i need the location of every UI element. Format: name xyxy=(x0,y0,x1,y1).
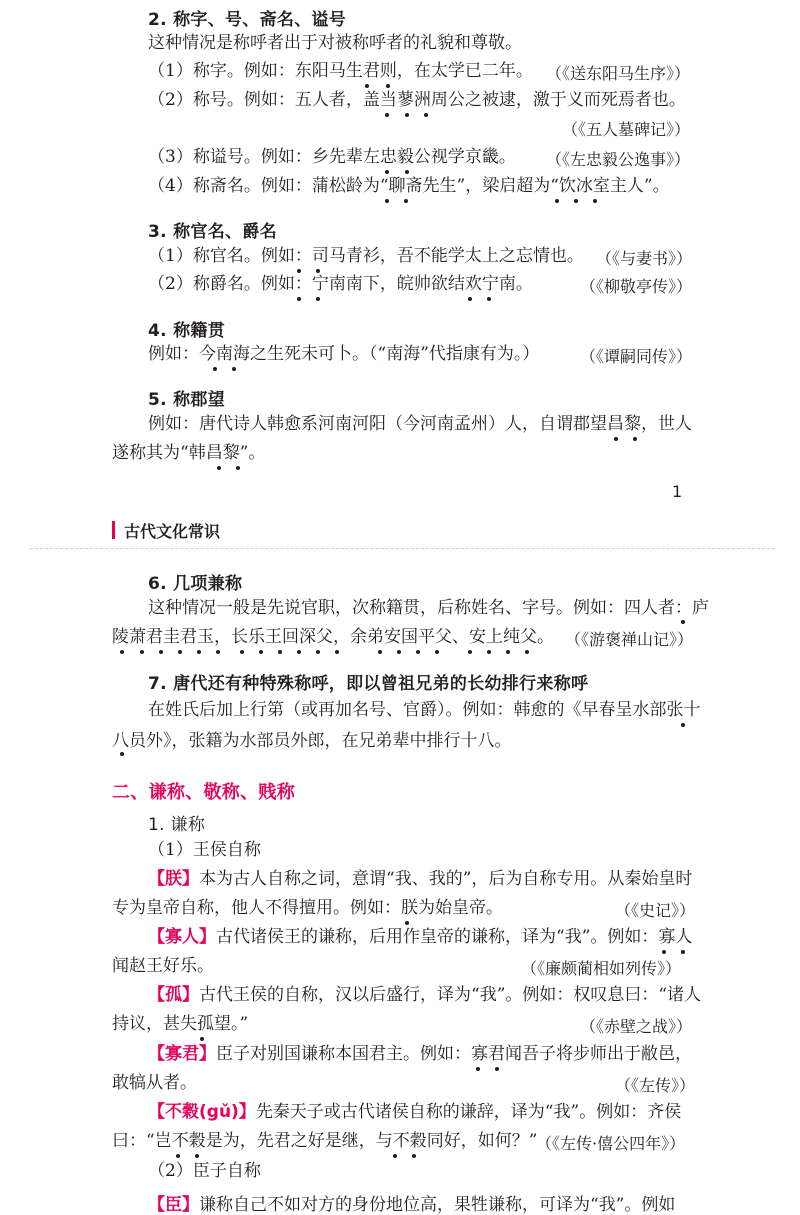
emphasis-dot xyxy=(259,650,263,654)
example-line: （4）称斋名。例如：蒲松龄为“聊斋先生”，梁启超为“饮冰室主人”。 xyxy=(148,176,670,196)
body-line: 陵萧君圭君玉，长乐王回深父，余弟安国平父、安上纯父。 xyxy=(112,627,554,647)
source-citation: （《送东阳马生序》） xyxy=(546,64,691,83)
subheading-line: （2）臣子自称 xyxy=(148,1161,261,1181)
emphasis-dot xyxy=(476,1067,480,1071)
example-line: 例如：今南海之生死未可卜。（“南海”代指康有为。） xyxy=(148,344,540,364)
emphasis-dot xyxy=(176,1154,180,1158)
page-number: 1 xyxy=(672,482,683,501)
example-line: 遂称其为“韩昌黎”。 xyxy=(112,443,266,463)
heading-3: 3. 称官名、爵名 xyxy=(148,222,277,242)
entry-line: 曰：“岂不穀是为，先君之好是继，与不穀同好，如何？” xyxy=(112,1131,538,1151)
heading-7: 7. 唐代还有种特殊称呼，即以曾祖兄弟的长幼排行来称呼 xyxy=(148,674,589,694)
emphasis-dot xyxy=(385,199,389,203)
term-label: 【寡君】 xyxy=(148,1044,216,1064)
emphasis-dot xyxy=(385,113,389,117)
emphasis-dot xyxy=(217,466,221,470)
heading-4: 4. 称籍贯 xyxy=(148,321,226,341)
emphasis-dot xyxy=(405,921,409,925)
example-line: （2）称爵名。例如：宁南南下，皖帅欲结欢宁南。 xyxy=(148,274,533,294)
source-citation: （《游褒禅山记》） xyxy=(565,630,694,649)
emphasis-dot xyxy=(662,950,666,954)
entry-zhen xyxy=(148,868,692,890)
emphasis-dot xyxy=(120,650,124,654)
source-citation: （《廉颇蔺相如列传》） xyxy=(521,959,682,978)
entry-text: 古代王侯的自称，汉以后盛行，译为“我”。例如：权叹息曰：“诸人 xyxy=(199,985,702,1005)
term-label: 【不穀(gǔ)】 xyxy=(148,1102,256,1122)
source-citation: （《与妻书》） xyxy=(596,249,693,268)
emphasis-dot xyxy=(525,650,529,654)
example-line: （1）称字。例如：东阳马生君则，在太学已二年。 xyxy=(148,61,533,81)
emphasis-dot xyxy=(412,1154,416,1158)
emphasis-dot xyxy=(681,620,685,624)
entry-text: 谦称自己不如对方的身份地位高，果牲谦称，可译为“我”。例如 xyxy=(199,1195,676,1215)
emphasis-dot xyxy=(405,170,409,174)
source-citation: （《五人墓碑记》） xyxy=(562,120,691,139)
emphasis-dot xyxy=(159,650,163,654)
emphasis-dot xyxy=(424,113,428,117)
entry-text: 本为古人自称之词，意谓“我、我的”，后为自称专用。从秦始皇时 xyxy=(199,869,693,889)
source-citation: （《左传·僖公四年》） xyxy=(536,1134,686,1153)
emphasis-dot xyxy=(397,650,401,654)
emphasis-dot xyxy=(195,1154,199,1158)
emphasis-dot xyxy=(232,367,236,371)
entry-chen-partial xyxy=(148,1190,675,1215)
emphasis-dot xyxy=(555,199,559,203)
emphasis-dot xyxy=(574,199,578,203)
section-title: 古代文化常识 xyxy=(124,522,221,541)
emphasis-dot xyxy=(468,650,472,654)
emphasis-dot xyxy=(297,650,301,654)
emphasis-dot xyxy=(506,650,510,654)
emphasis-dot xyxy=(495,1067,499,1071)
term-label: 【孤】 xyxy=(148,985,199,1005)
emphasis-dot xyxy=(681,723,685,727)
body-line: 在姓氏后加上行第（或再加名号、官爵）。例如：韩愈的《早春呈水部张十 xyxy=(148,700,701,720)
entry-text: 先秦天子或古代诸侯自称的谦辞，译为“我”。例如：齐侯 xyxy=(255,1102,682,1122)
source-citation: （《左传》） xyxy=(615,1076,696,1095)
emphasis-dot xyxy=(216,650,220,654)
part-heading: 二、谦称、敬称、贱称 xyxy=(112,782,295,803)
source-citation: （《柳敬亭传》） xyxy=(580,277,693,296)
emphasis-dot xyxy=(404,199,408,203)
emphasis-dot xyxy=(633,437,637,441)
source-citation: （《赤壁之战》） xyxy=(580,1017,693,1036)
emphasis-dot xyxy=(240,650,244,654)
emphasis-dot xyxy=(213,367,217,371)
emphasis-dot xyxy=(614,437,618,441)
example-line: 例如：唐代诗人韩愈系河南河阳（今河南孟州）人，自谓郡望昌黎，世人 xyxy=(148,414,692,434)
source-citation: （《左忠毅公逸事》） xyxy=(546,150,691,169)
heading-2: 2. 称字、号、斋名、谥号 xyxy=(148,10,347,30)
emphasis-dot xyxy=(297,297,301,301)
entry-guajun xyxy=(148,1043,692,1065)
source-citation: （《史记》） xyxy=(615,901,696,920)
entry-text: 古代诸侯王的谦称，后用作皇帝的谦称，译为“我”。例如：寡人 xyxy=(216,927,693,947)
emphasis-dot xyxy=(316,650,320,654)
subheading-humble: 1. 谦称 xyxy=(148,815,206,835)
entry-line: 专为皇帝自称，他人不得擅用。例如：朕为始皇帝。 xyxy=(112,898,503,918)
emphasis-dot xyxy=(365,84,369,88)
intro-text: 这种情况是称呼者出于对被称呼者的礼貌和尊敬。 xyxy=(148,33,522,53)
heading-5: 5. 称郡望 xyxy=(148,390,226,410)
section-marker xyxy=(112,521,115,539)
subheading-line: （1）王侯自称 xyxy=(148,840,261,860)
entry-line: 敢犒从者。 xyxy=(112,1073,197,1093)
entry-text: 臣子对别国谦称本国君主。例如：寡君闻吾子将步师出于敝邑， xyxy=(216,1044,692,1064)
divider xyxy=(30,548,775,549)
emphasis-dot xyxy=(435,650,439,654)
entry-guaren xyxy=(148,926,692,948)
example-line: （2）称号。例如：五人者，盖当蓼洲周公之被逮，激于义而死焉者也。 xyxy=(148,90,686,110)
emphasis-dot xyxy=(335,650,339,654)
emphasis-dot xyxy=(385,170,389,174)
term-label: 【臣】 xyxy=(148,1195,199,1215)
emphasis-dot xyxy=(681,950,685,954)
emphasis-dot xyxy=(487,297,491,301)
example-line: （3）称谥号。例如：乡先辈左忠毅公视学京畿。 xyxy=(148,147,516,167)
entry-bugu xyxy=(148,1101,681,1123)
emphasis-dot xyxy=(140,650,144,654)
body-line: 八员外》，张籍为水部员外郎，在兄弟辈中排行十八。 xyxy=(112,731,512,751)
body-line: 这种情况一般是先说官职，次称籍贯，后称姓名、字号。例如：四人者：庐 xyxy=(148,598,709,618)
emphasis-dot xyxy=(416,650,420,654)
emphasis-dot xyxy=(405,113,409,117)
emphasis-dot xyxy=(487,650,491,654)
source-citation: （《谭嗣同传》） xyxy=(580,347,693,366)
emphasis-dot xyxy=(278,650,282,654)
emphasis-dot xyxy=(378,650,382,654)
entry-line: 持议，甚失孤望。” xyxy=(112,1014,249,1034)
emphasis-dot xyxy=(393,1154,397,1158)
emphasis-dot xyxy=(178,650,182,654)
emphasis-dot xyxy=(200,1037,204,1041)
emphasis-dot xyxy=(593,199,597,203)
term-label: 【朕】 xyxy=(148,869,199,889)
emphasis-dot xyxy=(468,297,472,301)
emphasis-dot xyxy=(316,297,320,301)
term-label: 【寡人】 xyxy=(148,927,216,947)
entry-line: 闻赵王好乐。 xyxy=(112,956,214,976)
emphasis-dot xyxy=(236,466,240,470)
emphasis-dot xyxy=(120,752,124,756)
emphasis-dot xyxy=(386,84,390,88)
emphasis-dot xyxy=(197,650,201,654)
heading-6: 6. 几项兼称 xyxy=(148,574,243,594)
example-line: （1）称官名。例如：司马青衫，吾不能学太上之忘情也。 xyxy=(148,246,584,266)
entry-gu xyxy=(148,984,701,1006)
